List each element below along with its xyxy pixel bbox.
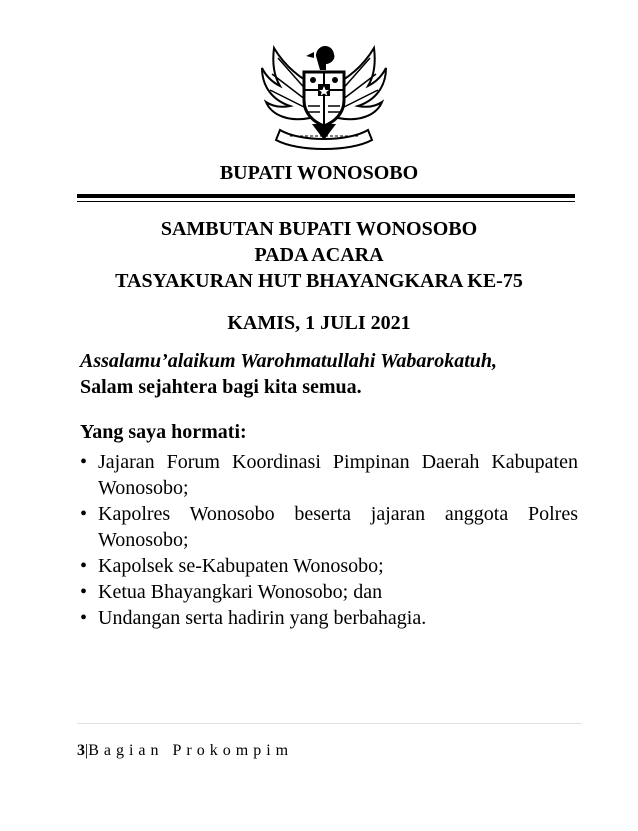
footer-separator: | — [85, 742, 89, 759]
greeting-salam: Assalamu’alaikum Warohmatullahi Wabarokatuh, — [80, 350, 497, 372]
list-item: • Undangan serta hadirin yang berbahagia. — [80, 605, 578, 631]
list-item: • Ketua Bhayangkari Wonosobo; dan — [80, 579, 578, 605]
speech-title-line-1: SAMBUTAN BUPATI WONOSOBO — [160, 218, 478, 240]
speech-title — [0, 216, 638, 294]
speech-title-line-3: TASYAKURAN HUT BHAYANGKARA KE-75 — [115, 270, 523, 292]
page-number: 3 — [77, 742, 85, 759]
respect-list — [80, 449, 578, 631]
footer-divider — [77, 723, 582, 724]
page-footer — [77, 742, 293, 760]
list-item: • Jajaran Forum Koordinasi Pimpinan Daerah Kabupaten Wonosobo; — [80, 449, 578, 501]
respect-heading: Yang saya hormati: — [80, 421, 247, 443]
greeting-sejahtera: Salam sejahtera bagi kita semua. — [80, 376, 362, 398]
list-item: • Kapolsek se-Kabupaten Wonosobo; — [80, 553, 578, 579]
list-item: • Kapolres Wonosobo beserta jajaran anggota Polres Wonosobo; — [80, 501, 578, 553]
footer-section: Bagian Prokompim — [88, 742, 294, 759]
header-divider-thick — [77, 194, 575, 198]
speech-title-line-2: PADA ACARA — [254, 244, 384, 266]
header-divider-thin — [77, 201, 575, 202]
organization-title: BUPATI WONOSOBO — [219, 162, 419, 184]
garuda-emblem-icon — [250, 30, 398, 152]
event-date: KAMIS, 1 JULI 2021 — [227, 312, 411, 334]
